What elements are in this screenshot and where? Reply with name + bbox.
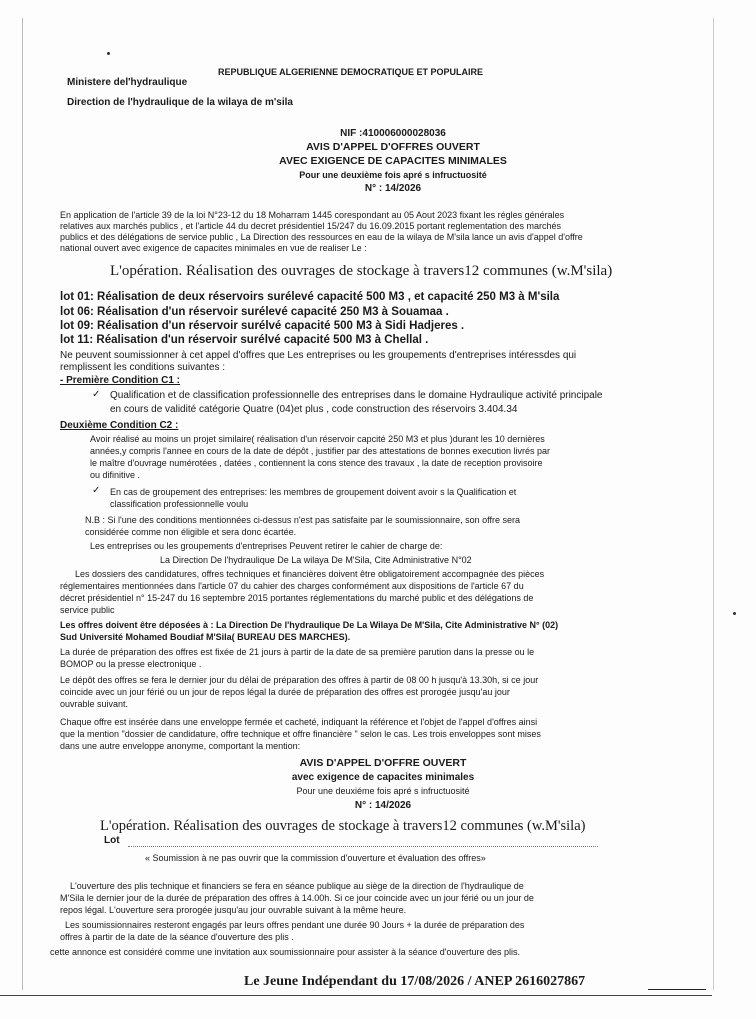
mention-subtitle: avec exigence de capacites minimales [291,772,475,783]
dossiers-text: service public [60,605,115,615]
eligibility-text: remplissent les conditions suivantes : [60,362,226,373]
publication-footer: Le Jeune Indépendant du 17/08/2026 / ANEP 2616027867 [244,974,586,989]
mention-warning: « Soumission à ne pas ouvrir que la commission d'ouverture et évaluation des offres» [145,853,486,863]
deposit-text: Sud Université Mohamed Boudiaf M'Sila( BUREAU DES MARCHES). [60,632,351,642]
ministry-name: Ministere del'hydraulique [67,77,188,88]
withdraw-text: Les entreprises ou les groupements d'entreprises Peuvent retirer le cahier de charge de: [90,541,443,551]
nb-note: considérée comme non éligible et sera donc écartée. [85,527,297,537]
envelope-text: que la mention "dossier de candidature, offre technique et offre financière " selon le cas. Les trois enveloppes sont mises [60,729,541,739]
lot-item: lot 09: Réalisation d'un réservoir surélvé capacité 500 M3 à Sidi Hadjeres . [60,320,465,332]
mention-attempt: Pour une deuxiéme fois apré s infructuosité [296,786,470,796]
condition2-text: ou difinitive . [90,470,141,480]
republic-header: REPUBLIQUE ALGERIENNE DEMOCRATIQUE ET POPULAIRE [218,67,484,77]
mention-title: AVIS D'APPEL D'OFFRE OUVERT [299,757,467,769]
notice-number: N° : 14/2026 [364,183,422,194]
intro-line: national ouvert avec exigence de capacites minimales en vue de realiser Le : [60,243,367,253]
intro-line: publics et des délégations de service public , La Direction des ressources en eau de la wilaya de M'sila lance un avis d'appel d'offre [60,232,583,242]
notice-subtitle: AVEC EXIGENCE DE CAPACITES MINIMALES [279,155,507,167]
deadline-text: coincide avec un jour férié ou un jour de repos légal la durée de préparation des offres est prorogée jusqu'au jour [60,687,510,697]
eligibility-text: Ne peuvent soumissionner à cet appel d'offres que Les entreprises ou les groupements d'entreprises intéressdes qui [60,350,577,361]
envelope-text: dans une autre enveloppe anonyme, comportant la mention: [60,741,301,751]
deadline-text: Le dépôt des offres se fera le dernier jour du délai de préparation des offres à partir de 08 00 h jusqu'à 13.30h, si ce jour [60,675,539,685]
bottom-rule [0,995,712,996]
opening-text: L'ouverture des plis technique et financiers se fera en séance publique au siège de la direction de l'hydraulique de [70,881,524,891]
opening-text: repos légal. L'ouverture sera prorogée jusqu'au jour ouvrable suivant à la même heure. [60,905,407,915]
dossiers-text: Les dossiers des candidatures, offres techniques et financières doivent être obligatoirement accompagnée des pièces [75,569,545,579]
condition1-text: en cours de validité catégorie Quatre (04)et plus , code construction des réservoirs 3.404.34 [110,404,518,415]
withdraw-address: La Direction De l'hydraulique De La wilaya De M'Sila, Cite Administrative N°02 [160,555,472,565]
dossiers-text: décret présidentiel n° 15-247 du 16 septembre 2015 portantes réglementations du marché public et des délégations de [60,593,534,603]
envelope-text: Chaque offre est insérée dans une enveloppe fermée et cacheté, indiquant la référence et l'objet de l'appel d'offres ainsi [60,717,538,727]
group-text: En cas de groupement des entreprises: les membres de groupement doivent avoir s la Qualification et [110,487,517,497]
deadline-text: ouvrable suivant. [60,699,129,709]
condition2-text: Avoir réalisé au moins un projet similaire( réalisation d'un réservoir capcité 250 M3 et plus )durant les 10 dernières [90,434,545,444]
footer-rule [648,989,706,990]
operation-title: L'opération. Réalisation des ouvrages de stockage à travers12 communes (w.M'sila) [110,263,613,279]
opening-text: M'Sila le dernier jour de la durée de préparation des offres à 14.00h. Si ce jour coincide avec un jour férié ou un jour de [60,893,534,903]
dotted-line [128,846,598,847]
condition1-text: Qualification et de classification professionnelle des entreprises dans le domaine Hydraulique activité principale [110,390,603,401]
duration-text: La durée de préparation des offres est fixée de 21 jours à partir de la date de sa première parution dans la presse ou le [60,647,535,657]
group-text: classification professionnelle voulu [110,499,249,509]
deposit-text: Les offres doivent être déposées à : La Direction De l'hydraulique De La Wilaya De M'Sila, Cite Administrative N° (02) [60,620,559,630]
condition1-title: - Première Condition C1 : [60,375,181,386]
scan-speck [733,612,736,615]
checkmark-icon: ✓ [92,485,101,496]
condition2-text: années,y compris l'annee en cours de la date de dépôt , justifier par des attestations de bonnes execution livrés par [90,446,550,456]
nb-note: N.B : Si l'une des conditions mentionnées ci-dessus n'est pas satisfaite par le soumissionnaire, son offre sera [85,515,520,525]
notice-attempt: Pour une deuxième fois apré s infructuosité [299,170,487,180]
lot-item: lot 06: Réalisation d'un réservoir surélevé capacité 250 M3 à Souamaa . [60,306,449,318]
lot-item: lot 11: Réalisation d'un réservoir surélvé capacité 500 M3 à Chellal . [60,334,429,346]
condition2-text: le maître d'ouvrage numérotées , datées , contiennent la cons stence des travaux , la date de reception provisoire [90,458,543,468]
scan-speck [107,52,110,55]
duration-text: BOMOP ou la presse electronique . [60,659,202,669]
mention-lot: Lot [104,835,120,846]
intro-line: En application de l'article 39 de la loi N°23-12 du 18 Moharram 1445 corespondant au 05 Aout 2023 fixant les régles générales [60,210,565,220]
mention-number: N° : 14/2026 [354,800,412,811]
dossiers-text: réglementaires mentionnées dans l'article 07 du cahier des charges conformément aux dispositions de l'article 67 du [60,581,524,591]
notice-title: AVIS D'APPEL D'OFFRES OUVERT [306,141,480,153]
direction-name: Direction de l'hydraulique de la wilaya de m'sila [67,97,293,108]
mention-operation: L'opération. Réalisation des ouvrages de stockage à travers12 communes (w.M'sila) [100,818,586,834]
invitation-text: cette annonce est considéré comme une invitation aux soumissionnaire pour assister à la séance d'ouverture des plis. [50,947,520,957]
nif-number: NIF :410006000028036 [340,128,446,139]
validity-text: Les soumissionnaires resteront engagés par leurs offres pendant une durée 90 Jours + la durée de préparation des [65,920,525,930]
intro-line: relatives aux marchés publics , et l'article 44 du decret présidentiel 15/247 du 16.09.2015 portant reglementation des marchés [60,221,562,231]
validity-text: offres à partir de la date de la séance d'ouverture des plis . [60,932,294,942]
condition2-title: Deuxième Condition C2 : [60,420,179,431]
lot-item: lot 01: Réalisation de deux réservoirs surélevé capacité 500 M3 , et capacité 250 M3 à M'sila [60,291,560,303]
checkmark-icon: ✓ [92,389,101,400]
